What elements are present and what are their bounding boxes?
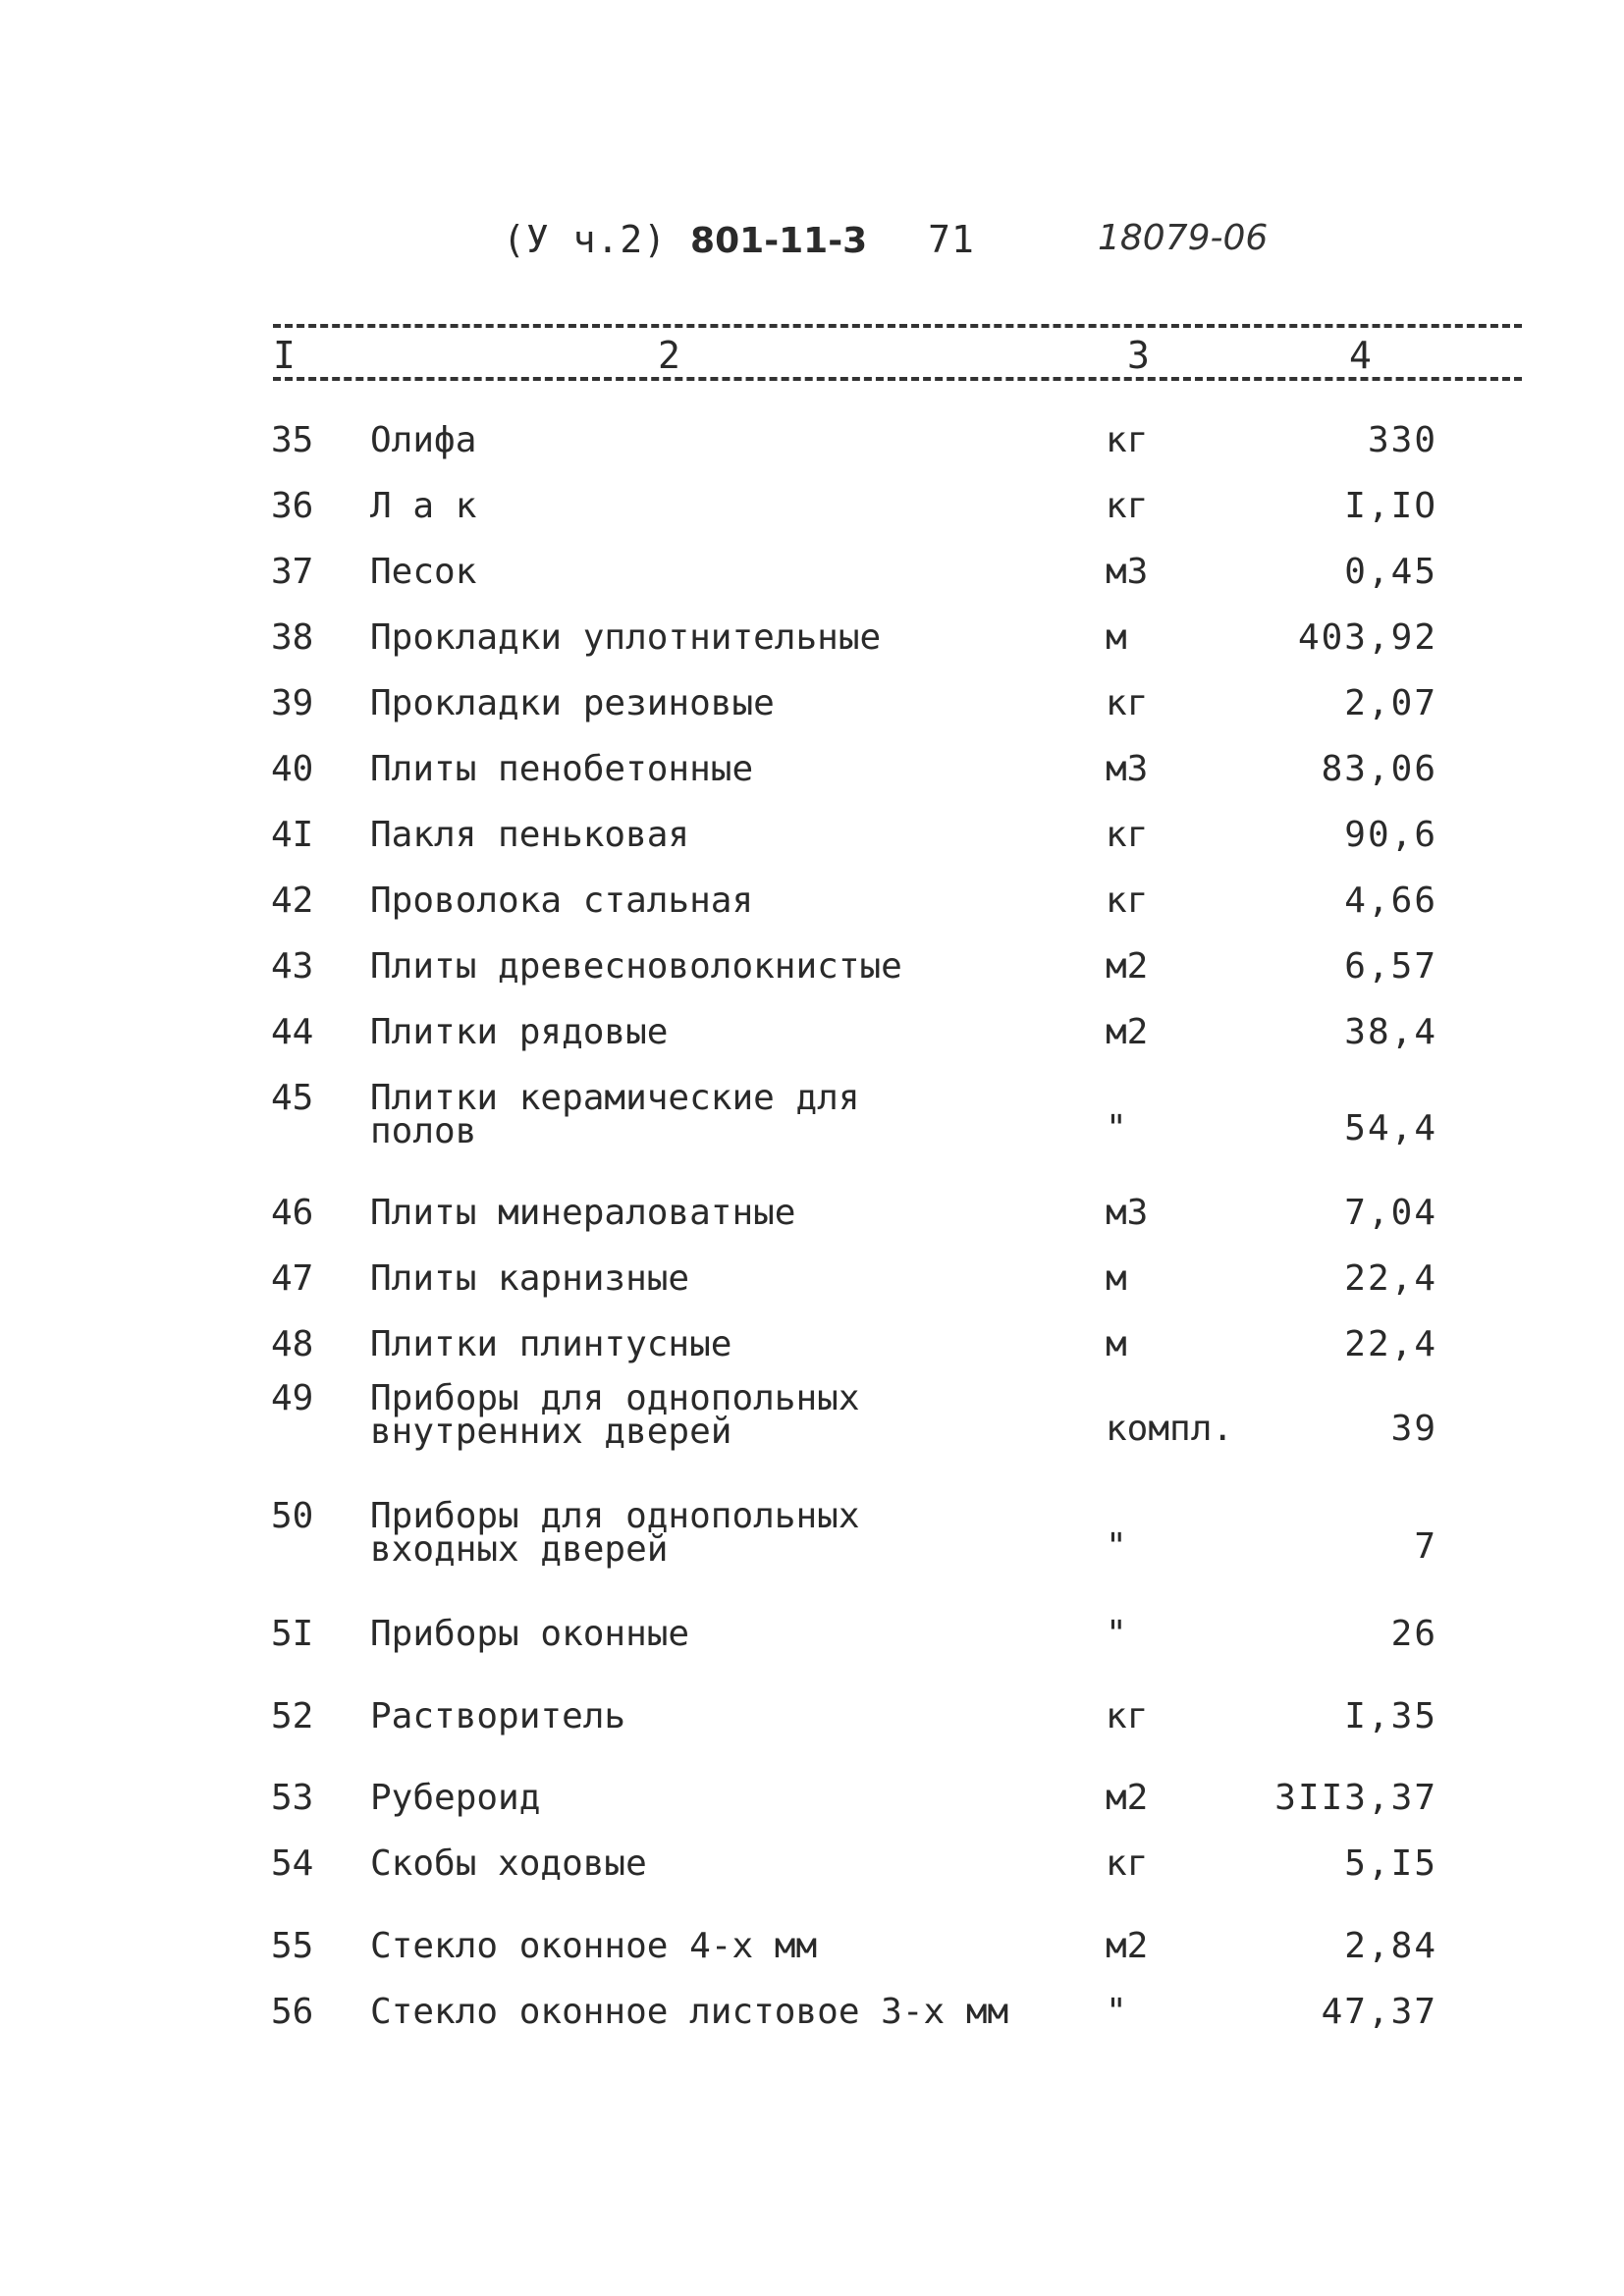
unit-of-measure: м2 xyxy=(1106,1012,1149,1052)
row-number: 47 xyxy=(271,1258,314,1299)
quantity-value: 22,4 xyxy=(1344,1258,1437,1299)
column-header-quantity: 4 xyxy=(1349,334,1372,377)
material-name xyxy=(370,1193,796,1233)
material-name xyxy=(370,815,690,855)
material-name xyxy=(370,1992,1009,2032)
material-name xyxy=(370,1614,690,1654)
inventory-number: 18079-06 xyxy=(1098,218,1269,258)
quantity-value: 22,4 xyxy=(1344,1324,1437,1364)
column-header-unit: 3 xyxy=(1127,334,1150,377)
material-name xyxy=(370,946,902,987)
unit-of-measure: кг xyxy=(1106,1843,1149,1884)
unit-of-measure: кг xyxy=(1106,486,1149,526)
unit-of-measure: м2 xyxy=(1106,1778,1149,1818)
quantity-value: 5,I5 xyxy=(1344,1843,1437,1884)
material-name-line: Проволока стальная xyxy=(370,881,754,921)
unit-of-measure: " xyxy=(1106,1526,1127,1567)
material-name-line: Стекло оконное листовое 3-х мм xyxy=(370,1992,1009,2032)
material-name-line: Скобы ходовые xyxy=(370,1843,647,1884)
material-name-line: полов xyxy=(370,1111,477,1151)
row-number: 50 xyxy=(271,1496,314,1536)
column-header-number: I xyxy=(273,334,296,377)
quantity-value: 39 xyxy=(1390,1409,1437,1449)
series-code: 801-11-3 xyxy=(690,221,868,261)
row-number: 45 xyxy=(271,1078,314,1118)
quantity-value: 4,66 xyxy=(1344,881,1437,921)
quantity-value: 38,4 xyxy=(1344,1012,1437,1052)
material-name-line: Плитки плинтусные xyxy=(370,1324,732,1364)
page-header xyxy=(0,218,1624,267)
row-number: 37 xyxy=(271,552,314,592)
quantity-value: 6,57 xyxy=(1344,946,1437,987)
row-number: 43 xyxy=(271,946,314,987)
material-name-line: Плитки керамические для xyxy=(370,1078,860,1118)
material-name-line: Пакля пеньковая xyxy=(370,815,690,855)
material-name-line: входных дверей xyxy=(370,1529,669,1570)
unit-of-measure: компл. xyxy=(1106,1409,1234,1449)
material-name xyxy=(370,1078,860,1151)
material-name-line: Прокладки резиновые xyxy=(370,683,775,723)
table-header-rule xyxy=(273,377,1522,381)
unit-of-measure: кг xyxy=(1106,1696,1149,1736)
material-name xyxy=(370,552,477,592)
unit-of-measure: м3 xyxy=(1106,1193,1149,1233)
material-name xyxy=(370,1926,818,1966)
material-name-line: Плиты карнизные xyxy=(370,1258,690,1299)
unit-of-measure: " xyxy=(1106,1614,1127,1654)
quantity-value: 330 xyxy=(1367,420,1437,460)
quantity-value: 403,92 xyxy=(1297,617,1437,658)
unit-of-measure: м3 xyxy=(1106,552,1149,592)
quantity-value: 54,4 xyxy=(1344,1108,1437,1148)
material-name xyxy=(370,1012,669,1052)
series-prefix: (У ч.2) xyxy=(503,218,668,261)
material-name-line: Плиты пенобетонные xyxy=(370,749,754,789)
material-name xyxy=(370,749,754,789)
unit-of-measure: " xyxy=(1106,1108,1127,1148)
page-number: 71 xyxy=(928,218,975,261)
unit-of-measure: кг xyxy=(1106,881,1149,921)
row-number: 54 xyxy=(271,1843,314,1884)
material-name-line: Л а к xyxy=(370,486,477,526)
quantity-value: 83,06 xyxy=(1321,749,1437,789)
unit-of-measure: м2 xyxy=(1106,946,1149,987)
material-name xyxy=(370,683,775,723)
row-number: 39 xyxy=(271,683,314,723)
material-name xyxy=(370,1843,647,1884)
quantity-value: I,35 xyxy=(1344,1696,1437,1736)
material-name xyxy=(370,617,882,658)
material-name xyxy=(370,486,477,526)
unit-of-measure: м xyxy=(1106,617,1127,658)
material-name xyxy=(370,1378,860,1452)
material-name xyxy=(370,1258,690,1299)
material-name-line: Олифа xyxy=(370,420,477,460)
row-number: 49 xyxy=(271,1378,314,1418)
material-name xyxy=(370,1778,541,1818)
material-name-line: Стекло оконное 4-х мм xyxy=(370,1926,818,1966)
material-name-line: Рубероид xyxy=(370,1778,541,1818)
row-number: 35 xyxy=(271,420,314,460)
row-number: 56 xyxy=(271,1992,314,2032)
quantity-value: 7,04 xyxy=(1344,1193,1437,1233)
quantity-value: 90,6 xyxy=(1344,815,1437,855)
unit-of-measure: кг xyxy=(1106,815,1149,855)
material-name xyxy=(370,1496,860,1570)
quantity-value: 7 xyxy=(1414,1526,1437,1567)
row-number: 4I xyxy=(271,815,314,855)
material-name-line: Прокладки уплотнительные xyxy=(370,617,882,658)
row-number: 46 xyxy=(271,1193,314,1233)
material-name-line: Плитки рядовые xyxy=(370,1012,669,1052)
material-name-line: Плиты минераловатные xyxy=(370,1193,796,1233)
quantity-value: 3II3,37 xyxy=(1274,1778,1437,1818)
material-name xyxy=(370,1696,626,1736)
material-name-line: Приборы оконные xyxy=(370,1614,690,1654)
material-name-line: Песок xyxy=(370,552,477,592)
row-number: 52 xyxy=(271,1696,314,1736)
material-name-line: Растворитель xyxy=(370,1696,626,1736)
row-number: 44 xyxy=(271,1012,314,1052)
quantity-value: 47,37 xyxy=(1321,1992,1437,2032)
row-number: 38 xyxy=(271,617,314,658)
quantity-value: 2,84 xyxy=(1344,1926,1437,1966)
row-number: 55 xyxy=(271,1926,314,1966)
material-name xyxy=(370,420,477,460)
material-name xyxy=(370,881,754,921)
table-top-rule xyxy=(273,324,1522,328)
unit-of-measure: " xyxy=(1106,1992,1127,2032)
quantity-value: 26 xyxy=(1390,1614,1437,1654)
row-number: 40 xyxy=(271,749,314,789)
row-number: 5I xyxy=(271,1614,314,1654)
material-name-line: Приборы для однопольных xyxy=(370,1378,860,1418)
material-name-line: внутренних дверей xyxy=(370,1412,732,1452)
quantity-value: 0,45 xyxy=(1344,552,1437,592)
unit-of-measure: м xyxy=(1106,1324,1127,1364)
row-number: 53 xyxy=(271,1778,314,1818)
material-name xyxy=(370,1324,732,1364)
quantity-value: I,IO xyxy=(1344,486,1437,526)
row-number: 42 xyxy=(271,881,314,921)
row-number: 48 xyxy=(271,1324,314,1364)
column-header-name: 2 xyxy=(658,334,680,377)
unit-of-measure: кг xyxy=(1106,683,1149,723)
material-name-line: Приборы для однопольных xyxy=(370,1496,860,1536)
unit-of-measure: м xyxy=(1106,1258,1127,1299)
material-name-line: Плиты древесноволокнистые xyxy=(370,946,902,987)
unit-of-measure: м2 xyxy=(1106,1926,1149,1966)
unit-of-measure: м3 xyxy=(1106,749,1149,789)
row-number: 36 xyxy=(271,486,314,526)
unit-of-measure: кг xyxy=(1106,420,1149,460)
quantity-value: 2,07 xyxy=(1344,683,1437,723)
document-code xyxy=(503,218,975,261)
